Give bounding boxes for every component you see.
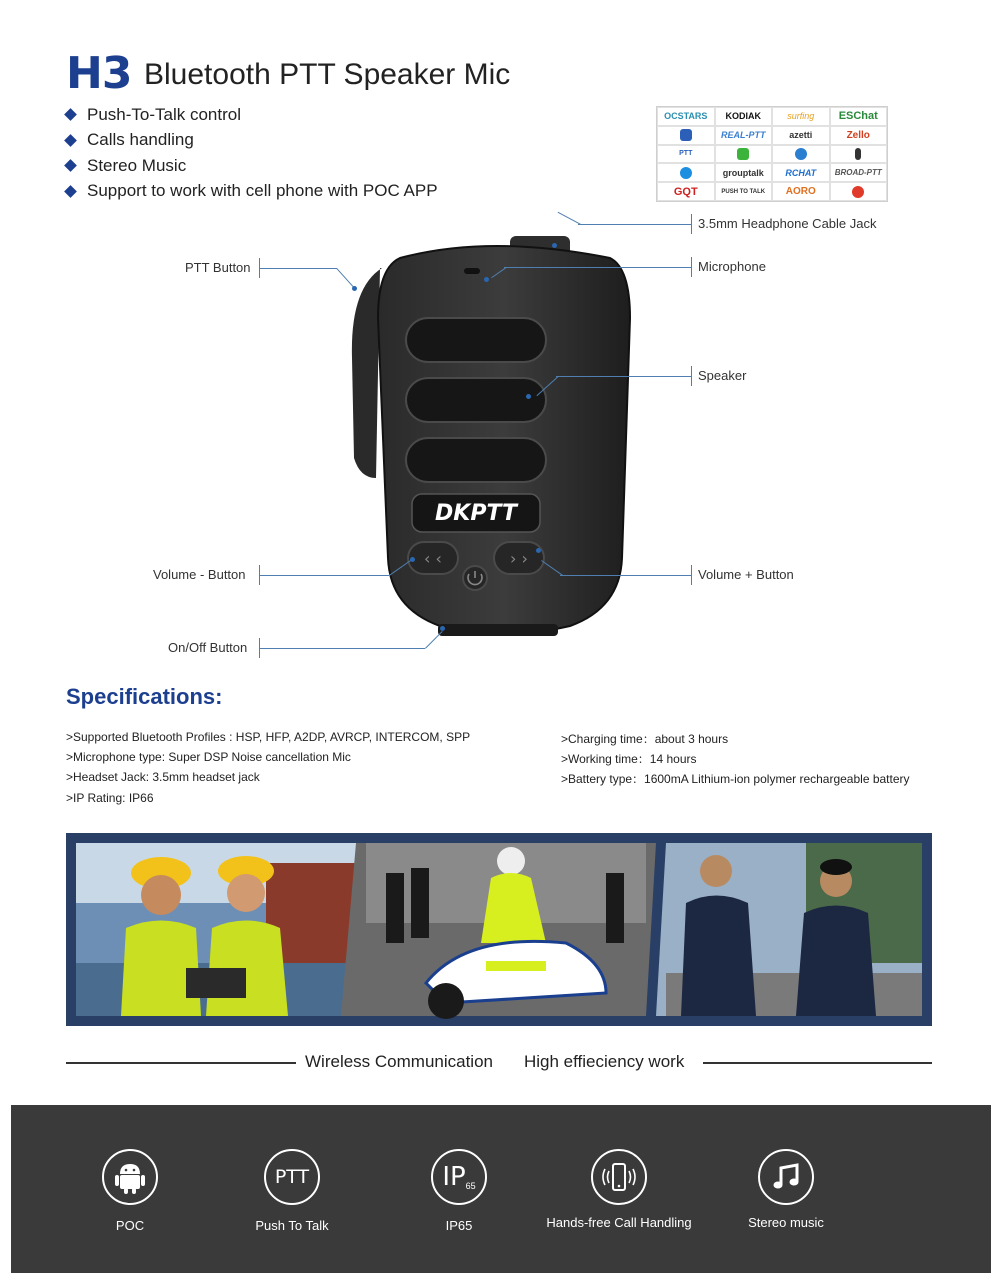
app-logo: PUSH TO TALK (715, 182, 773, 201)
leader-line (504, 267, 691, 268)
leader-line (578, 224, 691, 225)
feature-label: IP65 (445, 1218, 473, 1233)
leader-line (558, 212, 581, 225)
diamond-bullet-icon (64, 159, 77, 172)
photo-police-motorcycle (341, 843, 656, 1019)
app-logo: RCHAT (772, 163, 830, 182)
music-note-icon (758, 1149, 814, 1205)
chevron-left-icon: ‹ ‹ (424, 549, 442, 568)
leader-line (691, 214, 692, 234)
feature-item: Support to work with cell phone with POC APP (66, 179, 438, 205)
app-logo: KODIAK (715, 107, 773, 126)
pointer-dot (410, 557, 415, 562)
android-icon (102, 1149, 158, 1205)
feature-item: Calls handling (66, 128, 438, 154)
callout-microphone: Microphone (698, 259, 766, 274)
spec-line: >Supported Bluetooth Profiles : HSP, HFP, A2DP, AVRCP, INTERCOM, SPP (66, 730, 471, 744)
speaker-slot (406, 378, 546, 422)
pointer-dot (352, 286, 357, 291)
diamond-bullet-icon (64, 134, 77, 147)
spec-line: >Charging time：about 3 hours (561, 732, 729, 746)
feature-label: POC (115, 1218, 145, 1233)
app-logo: OCSTARS (657, 107, 715, 126)
pointer-dot (552, 243, 557, 248)
ip65-icon: IP 65 (431, 1149, 487, 1205)
diamond-bullet-icon (64, 108, 77, 121)
app-logo: azetti (772, 126, 830, 145)
leader-line (691, 565, 692, 585)
spec-line: >Battery type：1600mA Lithium-ion polymer rechargeable battery (561, 772, 910, 786)
app-logo (657, 163, 715, 182)
pointer-dot (484, 277, 489, 282)
app-logo: grouptalk (715, 163, 773, 182)
callout-headphone-jack: 3.5mm Headphone Cable Jack (698, 216, 877, 231)
ptt-icon: PTT (264, 1149, 320, 1205)
leader-line (259, 648, 425, 649)
photo-construction-workers (76, 843, 366, 1016)
leader-line (259, 575, 389, 576)
spec-line: >Microphone type: Super DSP Noise cancellation Mic (66, 750, 351, 764)
pointer-dot (440, 626, 445, 631)
feature-icon-strip (11, 1105, 991, 1273)
app-logo (715, 145, 773, 164)
microphone-hole (464, 268, 480, 274)
callout-volume-minus: Volume - Button (153, 567, 246, 582)
leader-line (259, 268, 337, 269)
speaker-slot (406, 438, 546, 482)
tagline-right: High effieciency work (524, 1052, 685, 1071)
photo-police-officers (656, 843, 922, 1016)
feature-label: Push To Talk (255, 1218, 329, 1233)
app-logo (772, 145, 830, 164)
pointer-dot (536, 548, 541, 553)
tagline-left: Wireless Communication (305, 1052, 493, 1071)
divider-line (66, 1062, 296, 1064)
callout-volume-plus: Volume + Button (698, 567, 794, 582)
model-name: H3 (66, 48, 132, 99)
leader-line (556, 376, 691, 377)
spec-line: >IP Rating: IP66 (66, 791, 154, 805)
poc-app-logo-grid (656, 106, 888, 202)
phone-icon (591, 1149, 647, 1205)
speaker-slot (406, 318, 546, 362)
page-title: Bluetooth PTT Speaker Mic (144, 58, 511, 91)
app-logo: ESChat (830, 107, 888, 126)
app-logo: AORO (772, 182, 830, 201)
feature-label: Stereo music (748, 1215, 824, 1230)
diamond-bullet-icon (64, 185, 77, 198)
callout-speaker: Speaker (698, 368, 747, 383)
app-logo (830, 145, 888, 164)
callout-ptt-button: PTT Button (185, 260, 251, 275)
chevron-right-icon: › › (510, 549, 528, 568)
spec-line: >Headset Jack: 3.5mm headset jack (66, 770, 260, 784)
app-logo (657, 126, 715, 145)
leader-line (560, 575, 691, 576)
spec-line: >Working time：14 hours (561, 752, 697, 766)
app-logo: BROAD-PTT (830, 163, 888, 182)
feature-label: Hands-free Call Handling (546, 1215, 692, 1230)
leader-line (691, 366, 692, 386)
app-logo: PTT (657, 145, 715, 164)
callout-onoff-button: On/Off Button (168, 640, 248, 655)
leader-line (691, 257, 692, 277)
feature-item: Stereo Music (66, 153, 438, 179)
feature-item: Push-To-Talk control (66, 102, 438, 128)
app-logo: GQT (657, 182, 715, 201)
brand-logo: DKPTT (435, 501, 517, 526)
app-logo: REAL-PTT (715, 126, 773, 145)
feature-list (66, 102, 438, 204)
ptt-side-button (352, 268, 382, 478)
pointer-dot (526, 394, 531, 399)
divider-line (703, 1062, 932, 1064)
use-case-photo-banner (66, 833, 932, 1026)
app-logo: Zello (830, 126, 888, 145)
speaker-mic-device (330, 228, 650, 648)
specifications-title: Specifications: (66, 684, 223, 709)
app-logo (830, 182, 888, 201)
app-logo: surfing (772, 107, 830, 126)
use-case-photos (66, 833, 932, 1026)
